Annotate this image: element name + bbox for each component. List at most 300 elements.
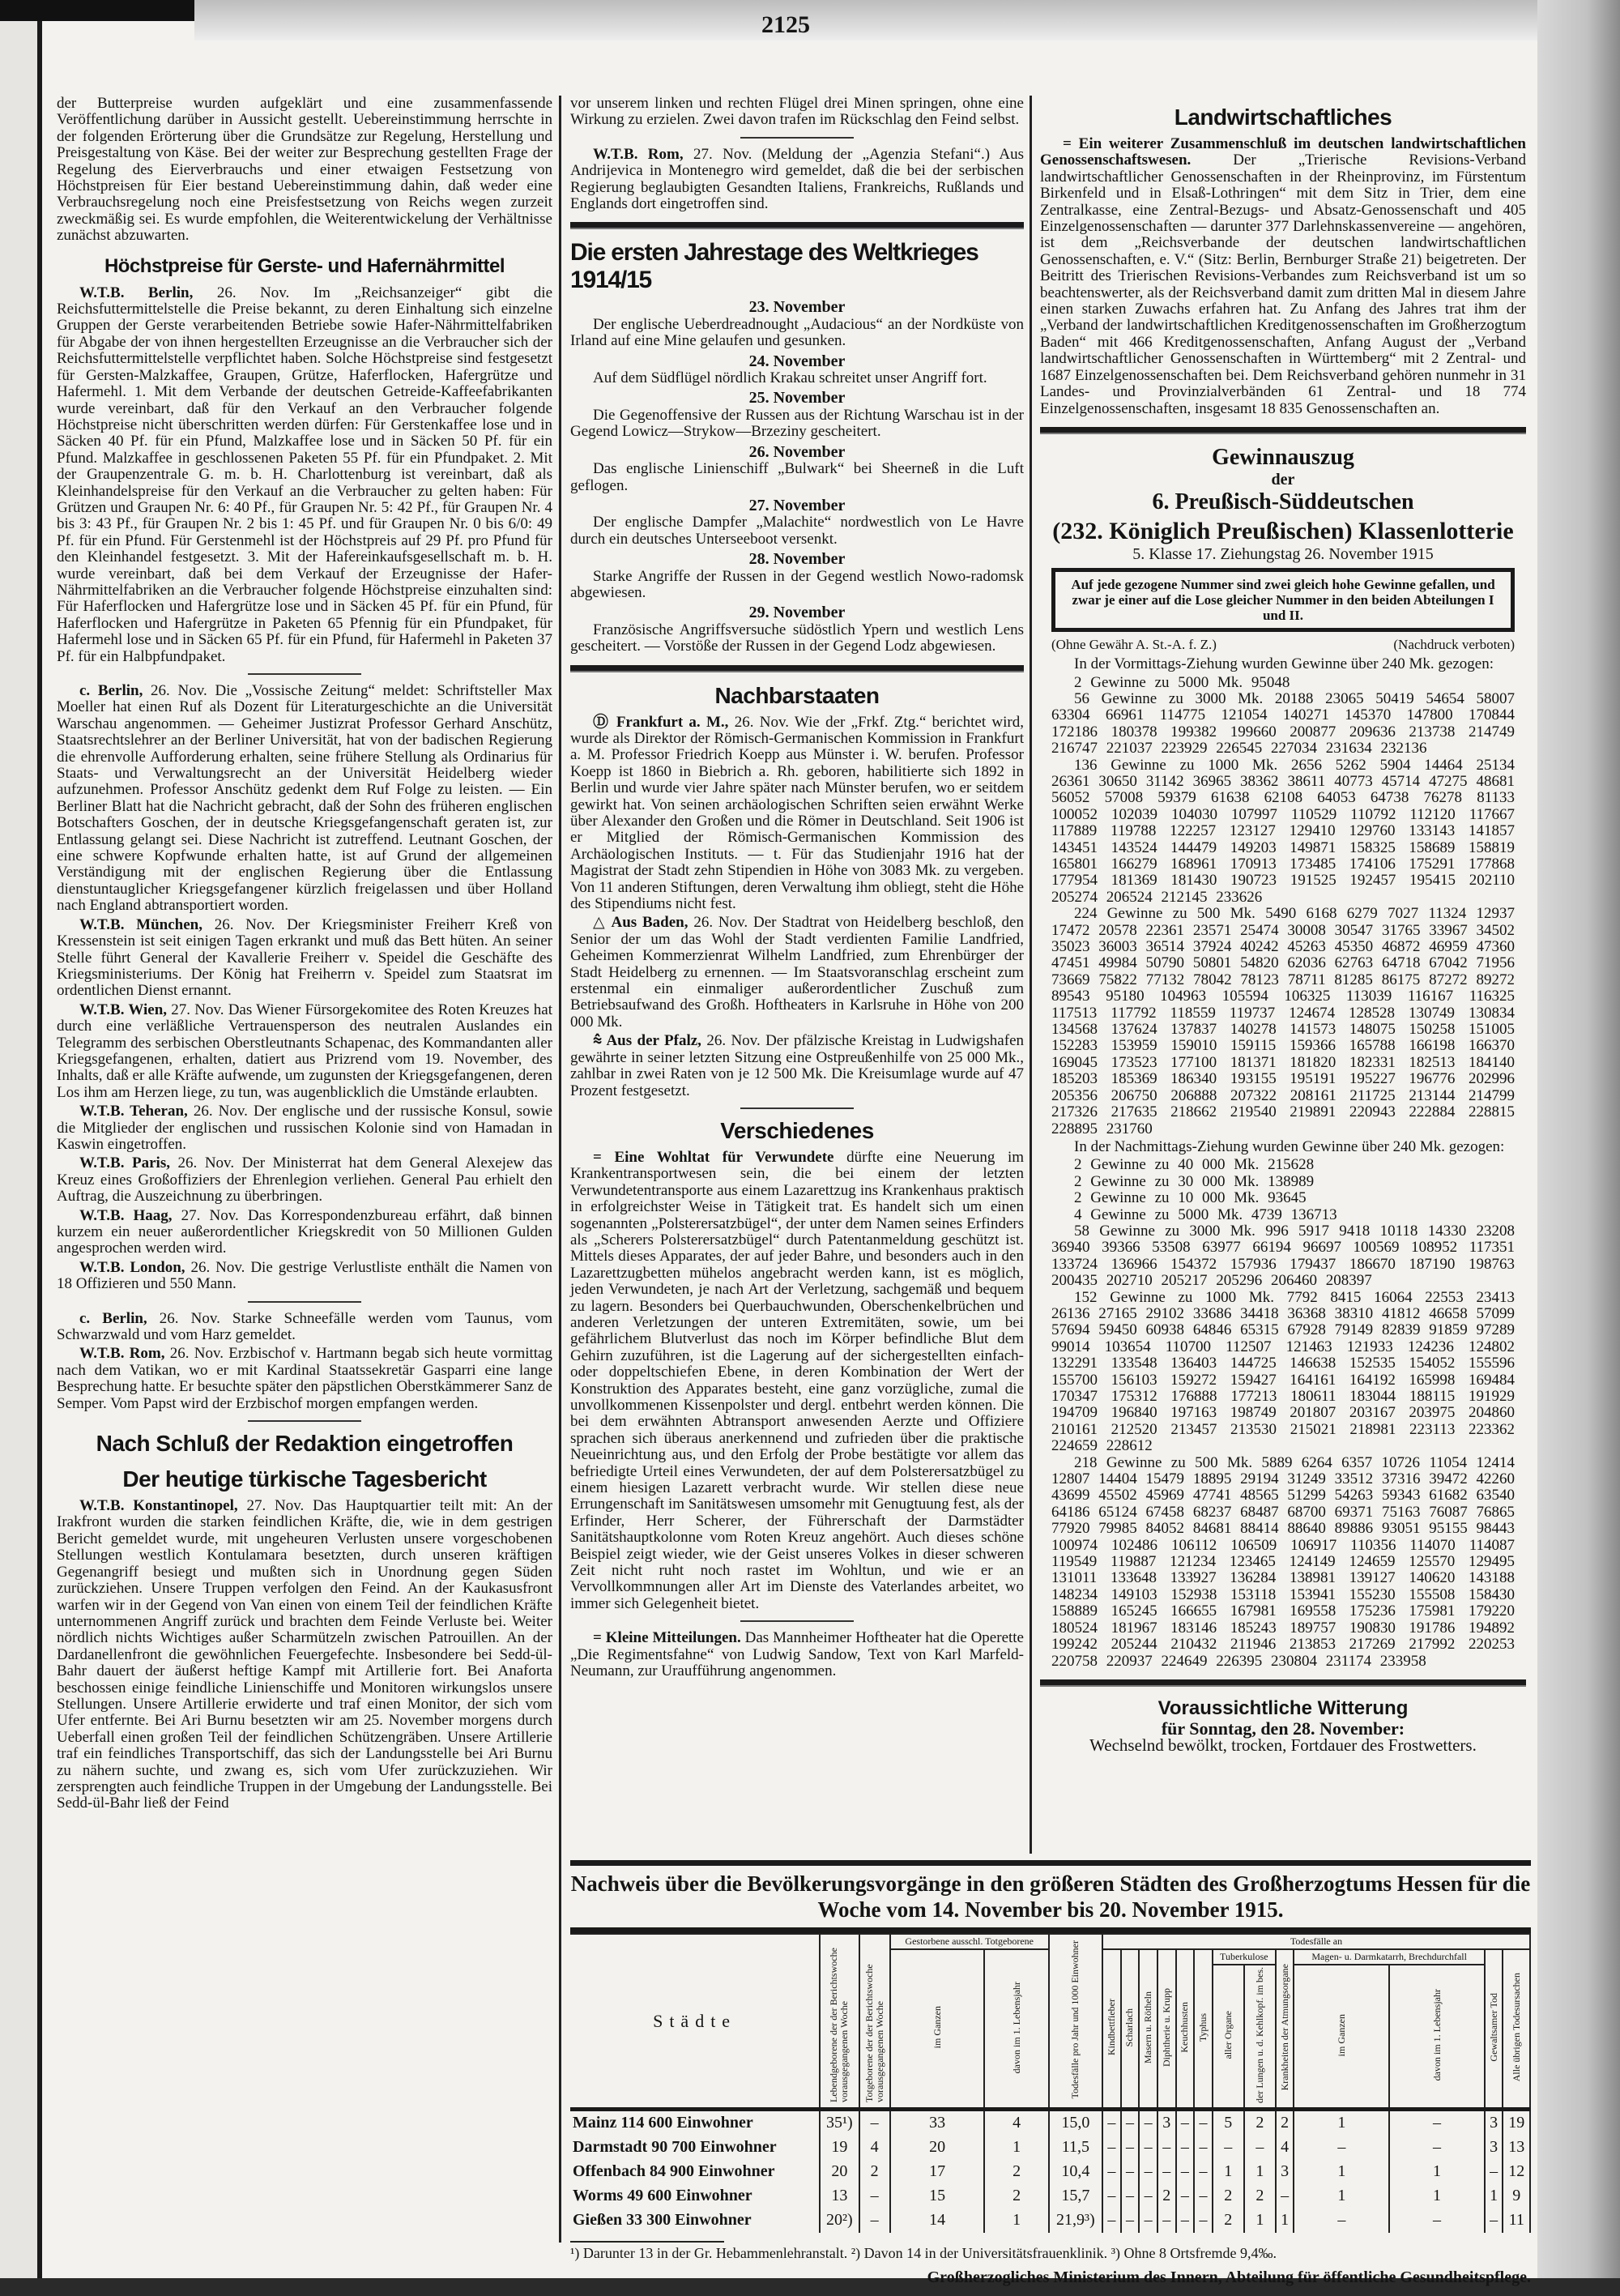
article-paragraph <box>570 622 1024 655</box>
adjacent-page-edge <box>0 21 42 2296</box>
group-header <box>890 1934 1049 1949</box>
article-text: 27. Nov. Das Korrespondenzbureau erfährt, daß binnen kurzem ein neuer außerordentlicher Kriegskredit von 50 Millionen Gulden angesprochen werden wird. <box>57 1206 552 1257</box>
table-cell: 3 <box>1485 2109 1503 2136</box>
table-cell: 13 <box>820 2184 859 2209</box>
section-rule <box>740 137 854 139</box>
prize-label: 2 Gewinne zu 30 000 Mk. <box>1074 1172 1260 1190</box>
article-text: 26. Nov. Erzbischof v. Hartmann begab sich heute vormittag nach dem Vatikan, wo er mit Kardinal Staatssekretär Gasparri eine lange Besprechung hatte. Er besuchte später den päpstlichen Oberstkämmerer Sanz de Semper. Vom Papst wird der Erzbischof morgen empfangen werden. <box>57 1345 552 1412</box>
table-row <box>570 2136 1530 2160</box>
column-header <box>1121 1949 1140 2109</box>
header-text: Diphtherie u. Krupp <box>1160 1987 1172 2067</box>
article-dateline: = Ein weiterer Zusammenschluß im deutschen landwirtschaftlichen Genossenschaftswesen. <box>1040 135 1526 169</box>
table-cell: 15,7 <box>1049 2184 1102 2209</box>
article-text: 26. Nov. Die „Vossische Zeitung“ meldet: Schriftsteller Max Moeller hat einen Ruf als Dozent für Literaturgeschichte an die Universität Warschau angenommen. — Geheimer Justizrat Professor Gerhard Anschütz, Staatsrechtslehrer an der Berliner Universität, hat von der badischen Regierung die ehrenvolle Aufforderung erhalten, seine frühere Stellung als Ordinarius für Staats- und Verwaltungsrecht an der Universität Heidelberg wieder aufzunehmen. Professor Anschütz gedenkt dem Ruf Folge zu leisten. — Ein Berliner Blatt hat die Nachricht gebracht, daß der Sohn des früheren englischen Botschafters Goschen, der in deutsche Kriegsgefangenschaft geraten ist, zur Entlassung gelangt sei. Diese Nachricht ist zutreffend. Leutnant Goschen, der eine schwere Kopfwunde erhalten hatte, ist auf Grund der allgemeinen Verständigung mit der englischen Regierung über die Entlassung dienstuntauglicher Kriegsgefangener kürzlich freigelassen und über Holland nach England abtransportiert worden. <box>57 682 552 915</box>
table-cell: 2 <box>984 2160 1048 2184</box>
article-dateline: W.T.B. London, <box>79 1258 185 1276</box>
table-cell: 19 <box>1503 2109 1530 2136</box>
date-heading: 23. November <box>748 298 846 317</box>
section-heading: Nachbarstaaten <box>714 682 880 708</box>
article-paragraph <box>570 715 1024 913</box>
column-header <box>1157 1949 1176 2109</box>
section-rule <box>1040 427 1526 434</box>
table-cell: 35¹) <box>820 2109 859 2136</box>
table-cell: 13 <box>1503 2136 1530 2160</box>
section-heading: Verschiedenes <box>720 1117 874 1143</box>
article-paragraph <box>57 96 552 245</box>
article-paragraph <box>570 317 1024 350</box>
article-dateline: = Eine Wohltat für Verwundete <box>593 1148 834 1166</box>
table-cell: 1 <box>1294 2160 1389 2184</box>
table-cell: – <box>1157 2136 1176 2160</box>
table-cell: 11 <box>1503 2209 1530 2233</box>
article-paragraph <box>57 1498 552 1812</box>
table-cell: 15,0 <box>1049 2109 1102 2136</box>
table-cell: – <box>1102 2109 1121 2136</box>
header-text: Scharlach <box>1123 2008 1136 2047</box>
column-header <box>1102 1949 1121 2109</box>
population-statistics <box>570 1860 1531 2287</box>
winning-numbers: 2656 5262 5904 14464 25134 26361 30650 31142 36965 38362 38611 40773 45714 47275 48681 56052 57008 59379 61638 62108 64053 64738 76278 81133 100052 102039 104030 107997 110529 110792 112120 117667 117889 119788 122257 123127 129410 129760 133143 141857 143451 143524 144479 149203 149871 158325 158689 158819 165801 166279 168961 170913 173485 174106 175291 177868 177954 181369 181430 190723 191525 192457 195415 202110 205274 206524 212145 233626 <box>1051 756 1516 906</box>
header-text: Kindbettfieber <box>1105 1999 1117 2056</box>
lottery-prize-group <box>1051 1157 1515 1173</box>
lottery-prize-group <box>1051 1290 1515 1455</box>
header-text: Totgeborene der der Berichtswoche vorausgegangenen Woche <box>863 1964 885 2103</box>
article-dateline: W.T.B. Wien, <box>79 1001 168 1018</box>
weather-text: Wechselnd bewölkt, trocken, Fortdauer des Frostwetters. <box>1089 1735 1477 1756</box>
table-cell: – <box>1294 2136 1389 2160</box>
table-cell: – <box>1139 2160 1157 2184</box>
header-text: davon im 1. Lebensjahr <box>1430 1989 1443 2081</box>
table-cell: 3 <box>1276 2160 1294 2184</box>
header-text: Alle übrigen Todesursachen <box>1510 1973 1522 2082</box>
prize-label: 152 Gewinne zu 1000 Mk. <box>1074 1288 1274 1306</box>
article-dateline: W.T.B. Haag, <box>79 1206 173 1224</box>
column-header <box>1139 1949 1157 2109</box>
article-paragraph <box>57 1346 552 1412</box>
table-row <box>570 2160 1530 2184</box>
header-text: Krankheiten der Atmungsorgane <box>1278 1964 1290 2091</box>
winning-numbers: 7792 8415 16064 22553 23413 26136 27165 29102 33686 34418 36368 38310 41812 46658 57099 57694 59450 60938 64846 65315 67928 79149 82839 91859 97289 99014 103654 110700 112507 121463 121933 124236 124802 132291 133548 136403 144725 146638 152535 154052 155596 155700 156103 159272 159427 164161 164192 165998 169484 170347 175312 176888 177213 180611 183044 188115 191929 194709 196840 197163 198749 201807 203167 203975 204860 210161 212520 213457 213530 215021 218981 223113 223362 224659 228612 <box>1051 1288 1515 1455</box>
table-cell: – <box>1102 2136 1121 2160</box>
table-cell: – <box>859 2209 890 2233</box>
article-paragraph <box>570 1033 1024 1099</box>
header-text: Keuchhusten <box>1179 2002 1191 2053</box>
article-dateline: ⩯ Aus der Pfalz, <box>593 1032 701 1050</box>
table-cell: – <box>1194 2109 1213 2136</box>
article-text: 27. Nov. Das Wiener Fürsorgekomitee des Roten Kreuzes hat durch eine verläßliche Vertrauensperson des neutralen Auslandes ein Telegramm des serbischen Oberstleutnants Schapenac, des Kommandanten aller Kriegsgefangenen, erhalten, datiert aus Prizrend vom 19. November, des Inhalts, daß er alle Kräfte aufwende, um zugunsten der Kriegsgefangenen, deren Los ihm am Herzen liege, zu tun, was augenblicklich die Umstände erlaubten. <box>57 1001 552 1101</box>
table-cell: – <box>1389 2136 1485 2160</box>
city-name: Darmstadt 90 700 Einwohner <box>570 2136 820 2160</box>
section-rule <box>248 673 361 675</box>
table-cell: 33 <box>890 2109 985 2136</box>
article-paragraph <box>57 285 552 665</box>
article-text: 26. Nov. Starke Schneefälle werden vom Taunus, vom Schwarzwald und vom Harz gemeldet. <box>57 1309 552 1344</box>
table-cell: 20 <box>820 2160 859 2184</box>
article-paragraph <box>570 408 1024 441</box>
section-rule <box>570 222 1024 229</box>
table-cell: 12 <box>1503 2160 1530 2184</box>
prize-label: 2 Gewinne zu 5000 Mk. <box>1074 673 1243 691</box>
lottery-notice-box: Auf jede gezogene Nummer sind zwei gleich hohe Gewinne gefallen, und zwar je einer auf die Lose gleicher Nummer in den beiden Abteilungen I und II. <box>1051 568 1515 632</box>
section-rule <box>1040 1679 1526 1687</box>
article-dateline: W.T.B. Rom, <box>79 1345 165 1363</box>
article-paragraph <box>570 96 1024 129</box>
header-text: aller Organe <box>1221 2011 1234 2059</box>
header-text: im Ganzen <box>931 2006 943 2049</box>
article-text: 26. Nov. Wie der „Frkf. Ztg.“ berichtet wird, wurde als Direktor der Römisch-Germanischen Kommission in Frankfurt a. M. Professor Friedrich Koepp aus Münster i. W. berufen. Professor Koepp ist 1860 in Biebrich a. Rh. geboren, habilitierte sich 1892 in Berlin und wurde vier Jahre später nach Münster berufen, wo er seitdem gewirkt hat. Von seinen archäologischen Schriften seien erwähnt Werke über Alexander den Großen und die Römer in Deutschland. Seit 1906 ist er Mitglied der Römisch-Germanischen Kommission des Archäologischen Instituts. — t. Für das Studienjahr 1916 hat der Magistrat der Stadt zehn Stipendien in Höhe von 3083 Mk. zu vergeben. Von 11 anderen Stiftungen, deren Verwaltung ihm obliegt, steht die Höhe des Stipendiums nicht fest. <box>570 713 1024 913</box>
table-cell: – <box>1485 2160 1503 2184</box>
table-cell: 2 <box>1213 2209 1244 2233</box>
article-paragraph <box>57 1260 552 1293</box>
table-cell: 19 <box>820 2136 859 2160</box>
column-header <box>1503 1949 1530 2109</box>
scan-background <box>194 0 1620 41</box>
prize-label: 224 Gewinne zu 500 Mk. <box>1074 905 1256 923</box>
header-text: Masern u. Rötheln <box>1142 1991 1154 2063</box>
weather-date: für Sonntag, den 28. November: <box>1161 1718 1405 1739</box>
article-text: Das Mannheimer Hoftheater hat die Operette „Die Regimentsfahne“ von Ludwig Sandow, Text von Karl Marfeld-Neumann, zur Uraufführung angenommen. <box>570 1629 1024 1680</box>
article-text: 26. Nov. Der pfälzische Kreistag in Ludwigshafen gewährte in seiner letzten Sitzung eine Ostpreußenhilfe von 25 000 Mk., zahlbar in zwei Raten von je 12 500 Mk. Die Kreisumlage wurde auf 47 Prozent festgesetzt. <box>570 1032 1025 1099</box>
table-cell: 1 <box>1276 2209 1294 2233</box>
table-cell: 2 <box>984 2184 1048 2209</box>
header-text: Magen- u. Darmkatarrh, Brechdurchfall <box>1311 1951 1467 1962</box>
table-cell: 9 <box>1503 2184 1530 2209</box>
table-cell: 1 <box>1389 2160 1485 2184</box>
lottery-draw-date: 5. Klasse 17. Ziehungstag 26. November 1915 <box>1132 545 1434 564</box>
table-cell: 1 <box>1389 2184 1485 2209</box>
prize-label: 58 Gewinne zu 3000 Mk. <box>1074 1222 1256 1240</box>
lottery-section <box>1040 444 1526 1670</box>
date-heading: 26. November <box>748 442 846 461</box>
column-header <box>1485 1949 1503 2109</box>
winning-numbers: 20188 23065 50419 54654 58007 63304 66961 114775 121054 140271 145370 147800 170844 172186 180378 199382 199660 200877 209636 213738 214749 216747 221037 223929 226545 227034 231634 232136 <box>1051 689 1516 758</box>
column-divider <box>559 96 561 2243</box>
winning-numbers: 138989 <box>1268 1172 1315 1190</box>
date-heading: 27. November <box>748 496 846 514</box>
article-paragraph <box>57 1155 552 1205</box>
column-header <box>1049 1934 1102 2109</box>
table-cell: 1 <box>984 2209 1048 2233</box>
article-paragraph <box>570 915 1024 1031</box>
group-header <box>1294 1949 1484 1965</box>
table-cell: 15 <box>890 2184 985 2209</box>
table-cell: – <box>1244 2136 1276 2160</box>
article-paragraph <box>570 1630 1024 1679</box>
table-cell: – <box>859 2109 890 2136</box>
table-cell: – <box>1176 2209 1195 2233</box>
table-cell: 2 <box>1157 2184 1176 2209</box>
article-dateline: W.T.B. Berlin, <box>79 284 194 301</box>
table-cell: 1 <box>1244 2160 1276 2184</box>
article-text: 26. Nov. Der englische und der russische Konsul, sowie die Mitglieder der englischen und russischen Kolonie sind von Hamadan in Kaswin eingetroffen. <box>57 1103 553 1153</box>
header-text: Typhus <box>1196 2012 1209 2042</box>
article-text: vor unserem linken und rechten Flügel drei Minen springen, ohne eine Wirkung zu erzielen. Zwei davon trafen im Rückschlag den Feind selbst. <box>570 95 1024 129</box>
table-cell: – <box>1389 2209 1485 2233</box>
lottery-title: Gewinnauszug <box>1212 444 1354 470</box>
statistics-title: Nachweis über die Bevölkerungsvorgänge in den größeren Städten des Großherzogtums Hessen für die Woche vom 14. November bis 20. November 1915. <box>570 1860 1531 1933</box>
table-cell: – <box>1176 2109 1195 2136</box>
lottery-prize-group <box>1051 906 1515 1137</box>
table-cell: – <box>1176 2184 1195 2209</box>
winning-numbers: 4739 136713 <box>1251 1206 1337 1223</box>
table-row <box>570 2184 1530 2209</box>
lottery-prize-group <box>1051 1223 1515 1290</box>
table-cell: 21,9³) <box>1049 2209 1102 2233</box>
column-header <box>1194 1949 1213 2109</box>
lottery-subname: (232. Königlich Preußischen) Klassenlotterie <box>1052 518 1514 545</box>
header-text: Lebendgeborene der der Berichtswoche vorausgegangenen Woche <box>828 1948 850 2103</box>
statistics-signature: Großherzogliches Ministerium des Innern, Abteilung für öffentliche Gesundheitspflege. <box>927 2268 1531 2286</box>
table-cell: 4 <box>984 2109 1048 2136</box>
column-header <box>984 1949 1048 2109</box>
article-paragraph <box>57 1103 552 1153</box>
weather-title: Voraussichtliche Witterung <box>1157 1696 1409 1719</box>
article-paragraph <box>570 569 1024 602</box>
winning-numbers: 5490 6168 6279 7027 11324 12937 17472 20578 22361 23571 25474 30008 30547 31765 33967 34502 35023 36003 36514 37924 40242 45263 45350 46872 46959 47360 47451 49984 50790 50801 54820 62036 62763 64718 67042 71956 73669 75822 77132 78042 78123 78711 81285 86175 87272 89272 89543 95180 104963 105594 106325 113039 116167 116325 117513 117792 118559 119737 124674 128528 130749 130834 134568 137624 137837 140278 141573 148075 150258 151005 152283 153959 159010 159115 159366 165788 166198 166370 169045 173523 177100 181371 181820 182331 182513 184140 185203 185369 186340 193155 195191 195227 196776 202996 205356 206750 206888 207322 208161 211725 213144 214799 217326 217635 218662 219540 219891 220943 222884 228815 228895 231760 <box>1051 905 1516 1137</box>
article-dateline: c. Berlin, <box>79 682 143 699</box>
column-right <box>1040 96 1526 1754</box>
scan-edge-top <box>0 0 194 21</box>
city-name: Mainz 114 600 Einwohner <box>570 2109 820 2136</box>
section-heading: Die ersten Jahrestage des Weltkrieges 1914/15 <box>570 239 978 294</box>
table-cell: 20 <box>890 2136 985 2160</box>
column-header <box>1294 1965 1389 2109</box>
article-text: 26. Nov. Der Kriegsminister Freiherr Kreß von Kressenstein ist seit einigen Tagen erkrankt und muß das Bett hüten. An seiner Stelle führt General der Kavallerie Freiherr v. Speidel die Geschäfte des Kriegsministeriums. Der König hat Freiherrn v. Speidel zum Staatsrat im ordentlichen Dienst ernannt. <box>57 915 552 1000</box>
article-paragraph <box>570 147 1024 213</box>
winning-numbers: 95048 <box>1251 673 1290 691</box>
table-cell: – <box>1121 2209 1140 2233</box>
table-cell: 4 <box>859 2136 890 2160</box>
city-name: Gießen 33 300 Einwohner <box>570 2209 820 2233</box>
column-middle <box>570 96 1024 1683</box>
table-cell: – <box>1102 2160 1121 2184</box>
winning-numbers: 996 5917 9418 10118 14330 23208 36940 39366 53508 63977 66194 96697 100569 108952 117351 133724 136966 154372 157936 179437 186670 187190 198763 200435 202710 205217 205296 206460 208397 <box>1051 1222 1516 1290</box>
statistics-footnotes: ¹) Darunter 13 in der Gr. Hebammenlehranstalt. ²) Davon 14 in der Universitätsfrauenklinik. ³) Ohne 8 Ortsfremde 9,4‰. <box>570 2244 1277 2261</box>
article-text: Französische Angriffsversuche südöstlich Ypern und westlich Lens gescheitert. — Vorstöße der Russen in der Gegend Lodz abgewiesen. <box>570 621 1024 655</box>
lottery-prize-group <box>1051 1455 1515 1670</box>
prize-label: 136 Gewinne zu 1000 Mk. <box>1074 756 1278 774</box>
table-cell: 1 <box>984 2136 1048 2160</box>
section-rule <box>248 1301 361 1303</box>
table-cell: – <box>1194 2160 1213 2184</box>
section-heading: Landwirtschaftliches <box>1174 105 1392 130</box>
table-cell: – <box>1102 2184 1121 2209</box>
article-dateline: W.T.B. Paris, <box>79 1154 170 1172</box>
date-heading: 28. November <box>748 550 846 569</box>
section-rule <box>740 1620 854 1622</box>
table-cell: 2 <box>1244 2109 1276 2136</box>
column-divider <box>1030 96 1032 1854</box>
column-left <box>57 96 552 1815</box>
header-text: Städte <box>653 2010 737 2031</box>
section-rule <box>740 1107 854 1109</box>
article-paragraph <box>57 1208 552 1257</box>
column-header <box>1389 1965 1485 2109</box>
article-dateline: W.T.B. Teheran, <box>79 1103 188 1120</box>
header-text: im Ganzen <box>1335 2013 1347 2057</box>
section-heading: Der heutige türkische Tagesbericht <box>122 1466 487 1492</box>
article-dateline: W.T.B. München, <box>79 915 202 933</box>
scan-margin-right <box>1537 0 1620 2296</box>
article-dateline: Ⓓ Frankfurt a. M., <box>593 713 729 731</box>
date-heading: 24. November <box>748 352 846 370</box>
table-cell: – <box>1139 2184 1157 2209</box>
table-cell: 1 <box>1294 2184 1389 2209</box>
date-heading: 29. November <box>748 604 846 622</box>
table-cell: – <box>859 2184 890 2209</box>
table-cell: 4 <box>1276 2136 1294 2160</box>
table-cell: 2 <box>1213 2184 1244 2209</box>
table-cell: – <box>1157 2209 1176 2233</box>
article-text: 26. Nov. Die gestrige Verlustliste enthält die Namen von 18 Offizieren und 550 Mann. <box>57 1258 552 1293</box>
table-cell: 1 <box>1294 2109 1389 2136</box>
column-header <box>1244 1965 1276 2109</box>
lottery-disclaimer: (Ohne Gewähr A. St.-A. f. Z.) <box>1051 636 1217 652</box>
lottery-prize-group <box>1051 1207 1515 1223</box>
article-dateline: W.T.B. Rom, <box>593 145 684 163</box>
lottery-name: 6. Preußisch-Süddeutschen <box>1152 489 1414 515</box>
prize-label: 4 Gewinne zu 5000 Mk. <box>1074 1206 1243 1223</box>
table-cell: 17 <box>890 2160 985 2184</box>
article-paragraph <box>570 370 1024 386</box>
table-cell: 5 <box>1213 2109 1244 2136</box>
city-name: Worms 49 600 Einwohner <box>570 2184 820 2209</box>
article-text: Der englische Dampfer „Malachite“ nordwestlich von Le Havre durch ein deutsches Unterseeboot versenkt. <box>570 514 1024 548</box>
weather-forecast <box>1040 1696 1526 1754</box>
prize-label: 56 Gewinne zu 3000 Mk. <box>1074 689 1264 707</box>
table-cell: 11,5 <box>1049 2136 1102 2160</box>
table-row <box>570 2209 1530 2233</box>
table-cell: – <box>1121 2184 1140 2209</box>
table-cell: – <box>1121 2109 1140 2136</box>
table-cell: – <box>1139 2209 1157 2233</box>
lottery-der: der <box>1271 470 1295 489</box>
table-cell: 2 <box>1276 2109 1294 2136</box>
table-cell: 1 <box>1213 2160 1244 2184</box>
table-cell: – <box>1176 2160 1195 2184</box>
table-cell: 2 <box>1244 2184 1276 2209</box>
table-cell: – <box>1176 2136 1195 2160</box>
table-cell: 1 <box>1485 2184 1503 2209</box>
article-text: 27. Nov. (Meldung der „Agenzia Stefani“.) Aus Andrijevica in Montenegro wird gemeldet, daß die bei der serbischen Regierung beglaubigten Gesandten Italiens, Frankreichs, Rußlands und Englands dort eingetroffen sind. <box>570 145 1024 213</box>
article-text: 27. Nov. Das Hauptquartier teilt mit: An der Irakfront wurden die starken feindlichen Kräfte, die, wie in dem gestrigen Bericht gemeldet wurde, mit ungeheuren Verlusten unsere vorgeschobenen Stellungen westlich Kontulamara besetzten, durch unseren kräftigen Gegenangriff besiegt und mußten sich in Unordnung gegen Süden zurückziehen. Unsere Truppen verfolgen den Feind. An der Kaukasusfront warfen wir in der Gegend von Van einen von einem Teil der feindlichen Kräfte unternommenen Angriff zurück und brachten dem Feinde Verluste bei. Weiter nördlich nichts Wichtiges außer Scharmützeln zwischen Patrouillen. An der Dardanellenfront die gewöhnlichen Feuergefechte. Insbesondere bei Sedd-ül-Bahr dauert der äußerst heftige Kampf mit Artillerie fort. Bei Anaforta beschossen einige feindliche Linienschiffe und Monitoren wirkungslos unsere Stellungen. Unsere Artillerie erwiderte und traf einen Monitor, der sich vom Ufer entfernte. Bei Ari Burnu besetzten wir am 25. November morgens durch Ueberfall einen großen Teil der feindlichen Schützengräben. Unsere Artillerie traf ein feindliches Transportschiff, das sich der Landungsstelle bei Ari Burnu zu nähern suchte, und zwang es, sich vom Ufer zurückzuziehen. Wir zersprengten auch feindliche Truppen in der Umgebung der Landungsstelle. Bei Sedd-ül-Bahr ließ der Feind <box>57 1497 552 1812</box>
lottery-session-intro: In der Nachmittags-Ziehung wurden Gewinne über 240 Mk. gezogen: <box>1074 1137 1505 1155</box>
date-heading: 25. November <box>748 389 846 408</box>
group-header <box>1213 1949 1276 1965</box>
winning-numbers: 215628 <box>1268 1156 1315 1174</box>
header-text: Gestorbene ausschl. Totgeborene <box>905 1935 1034 1947</box>
article-text: Auf dem Südflügel nördlich Krakau schreitet unser Angriff fort. <box>593 369 987 387</box>
table-cell: 3 <box>1485 2136 1503 2160</box>
column-header <box>1213 1965 1244 2109</box>
table-cell: – <box>1139 2136 1157 2160</box>
column-header <box>1276 1949 1294 2109</box>
table-cell: – <box>1276 2184 1294 2209</box>
article-paragraph <box>570 514 1024 548</box>
article-paragraph <box>57 917 552 1000</box>
article-paragraph <box>570 1150 1024 1612</box>
header-text: Todesfälle an <box>1290 1935 1343 1947</box>
header-text: Tuberkulose <box>1220 1951 1268 1962</box>
group-header <box>1102 1934 1530 1949</box>
table-cell: – <box>1121 2136 1140 2160</box>
agriculture-section <box>1040 104 1526 434</box>
table-cell: – <box>1485 2209 1503 2233</box>
table-cell: 2 <box>859 2160 890 2184</box>
lottery-prize-group <box>1051 691 1515 758</box>
table-cell: – <box>1389 2109 1485 2136</box>
article-paragraph <box>57 1002 552 1101</box>
table-cell: – <box>1213 2136 1244 2160</box>
column-header <box>1176 1949 1195 2109</box>
city-name: Offenbach 84 900 Einwohner <box>570 2160 820 2184</box>
article-paragraph <box>570 461 1024 494</box>
article-text: Der „Trierische Revisions-Verband landwirtschaftlicher Genossenschaften in der Rheinprovinz, im Fürstentum Birkenfeld und in Elsaß-Lothringen“ mit dem Sitz in Trier, dem eine Zentralkasse, eine Zentral-Bezugs- und Absatz-Genossenschaft und 405 Einzelgenossenschaften — darunter 377 Darlehnskassenvereine — angehören, ist dem „Reichsverbande der deutschen landwirtschaftlichen Genossenschaften, e. V.“ (Sitz: Berlin, Bernburger Straße 21) beigetreten. Der Beitritt des Trierischen Revisions-Verbandes zum Reichsverband ist um so beachtenswerter, als der Reichsverband damit zum dritten Mal in diesem Jahre einen starken Zuwachs erfahren hat. Zu Anfang des Jahres trat ihm der „Verband der landwirtschaftlichen Kreditgenossenschaften im Großherzogtum Baden“ mit 466 Kreditgenossenschaften, Anfang August der „Verband landwirtschaftlicher Genossenschaften in Württemberg“ mit 2 Zentral- und 1687 Einzelgenossenschaften bei. Dem Reichsverband gehören nunmehr in 31 Landes- und Provinzialverbänden 61 Zentral- und 18 774 Einzelgenossenschaften, insgesamt 18 835 Genossenschaften an. <box>1040 152 1526 417</box>
table-cell: – <box>1157 2160 1176 2184</box>
section-rule <box>248 1420 361 1422</box>
prize-label: 2 Gewinne zu 40 000 Mk. <box>1074 1156 1260 1174</box>
table-cell: 20²) <box>820 2209 859 2233</box>
page-number: 2125 <box>761 11 810 38</box>
article-dateline: = Kleine Mitteilungen. <box>593 1629 741 1647</box>
column-header <box>820 1934 859 2109</box>
table-cell: 3 <box>1157 2109 1176 2136</box>
article-text: dürfte eine Neuerung im Krankentransportwesen sein, die bei einem der letzten Verwundetentransporte aus einem Lazarettzug ins Krankenhaus praktisch in erfolgreichster Weise in Tätigkeit trat. Es handelt sich um einen sogenannten „Polsterersatzbügel“, der unter dem Namen seines Erfinders als „Scherers Polsterersatzbügel“ durch Patentanmeldung geschützt ist. Mittels dieses Apparates, der auf jeder Bahre, und besonders auch in den Lazarettzugbetten mühelos angebracht werden kann, ist es möglich, jeden Verwundeten, je nach Art der Verletzung, sachgemäß und bequem zu lagern. Besonders bei Querbauchwunden, Oberschenkelbrüchen und anderen Verletzungen der unteren Extremitäten, sowie, um bei gefährlichem Blutverlust das noch im Körper befindliche Blut dem Gehirn zuzuführen, ist die Lagerung auf der sichergestellten einfach- oder doppeltschiefen Ebene, in deren Kombination der Wert der Konstruktion des Apparates besteht, eine ganz vorzügliche, zumal die unvollkommenen Kissenpolster und dergl. entbehrt werden können. Die bei dem erwähnten Abtransport anwesenden Aerzte und Offiziere sprachen sich überaus anerkennend und zufrieden über die praktische Neueinrichtung aus, und den Erfolg der Probe bestätigte vor allem das befriedigte Urteil eines Verwundeten, der auf dem Polsterersatzbügel zu einem hiesigen Lazarett verbracht wurde. Wir stellen diese neue Errungenschaft im Sanitätswesen umsomehr mit Genugtuung fest, als der Erfinder, Herr Scherer, der Führerschaft der Darmstädter Sanitätshauptkolonne vom Roten Kreuz angehört. Auch dieses schöne Beispiel zeigt wieder, wie der Geist unseres Volkes in dieser schweren Zeit nicht ruht noch rastet im Wohltun, und wie er an Vervollkommnungen aller Art im Dienste des Vaterlandes arbeitet, wo immer sich Gelegenheit bietet. <box>570 1148 1025 1612</box>
column-header <box>859 1934 890 2109</box>
article-dateline: △ Aus Baden, <box>593 914 688 932</box>
table-cell: – <box>1294 2209 1389 2233</box>
lottery-prize-group <box>1051 758 1515 907</box>
table-cell: – <box>1194 2184 1213 2209</box>
section-heading: Höchstpreise für Gerste- und Hafernährmittel <box>104 254 505 277</box>
prize-label: 2 Gewinne zu 10 000 Mk. <box>1074 1189 1260 1207</box>
city-column-header <box>570 1934 820 2109</box>
statistics-table <box>570 1933 1531 2233</box>
lottery-prize-group <box>1051 675 1515 691</box>
article-paragraph <box>1040 136 1526 417</box>
header-text: davon im 1. Lebensjahr <box>1010 1981 1022 2074</box>
header-text: der Lungen u. d. Kehlkopf. im bes. <box>1253 1967 1265 2103</box>
column-header <box>890 1949 985 2109</box>
table-cell: – <box>1121 2160 1140 2184</box>
table-cell: – <box>1139 2109 1157 2136</box>
article-dateline: W.T.B. Konstantinopel, <box>79 1497 238 1515</box>
table-cell: 10,4 <box>1049 2160 1102 2184</box>
winning-numbers: 93645 <box>1268 1189 1307 1207</box>
header-text: Gewaltsamer Tod <box>1487 1993 1499 2062</box>
lottery-session-intro: In der Vormittags-Ziehung wurden Gewinne über 240 Mk. gezogen: <box>1074 655 1494 673</box>
lottery-reprint-note: (Nachdruck verboten) <box>1393 636 1515 652</box>
article-text: Starke Angriffe der Russen in der Gegend westlich Nowo-radomsk abgewiesen. <box>570 567 1024 601</box>
article-text: 26. Nov. Der Stadtrat von Heidelberg beschloß, den Senior der um das Wohl der Stadt verdienten Familie Landfried, Geheimen Kommerzienrat Wilhelm Landfried, zum Ehrenbürger der Stadt Heidelberg zu ernennen. — Im Staatsvoranschlag erscheint zum erstenmal ein einmaliger außerordentlicher Zuschuß zum Betriebsaufwand des Großh. Hoftheaters in Karlsruhe in Höhe von 200 000 Mk. <box>570 914 1024 1031</box>
lottery-results <box>1040 656 1526 1670</box>
table-cell: – <box>1102 2209 1121 2233</box>
prize-label: 218 Gewinne zu 500 Mk. <box>1074 1453 1253 1471</box>
table-cell: 14 <box>890 2209 985 2233</box>
article-text: Die Gegenoffensive der Russen aus der Richtung Warschau ist in der Gegend Lowicz—Strykow—Brzeziny gescheitert. <box>570 406 1024 441</box>
article-text: der Butterpreise wurden aufgeklärt und eine zusammenfassende Veröffentlichung darüber in Aussicht gestellt. Uebereinstimmung herrschte in der folgenden Erörterung über die Grundsätze zur Regelung, Herstellung und Preisgestaltung von Käse. Bei der weiter zur Besprechung gestellten Frage der Regelung des Eierverbrauchs und einer etwaigen Festsetzung von Höchstpreisen für Eier bestand Uebereinstimmung dahin, daß weder eine Verbrauchsregelung noch eine Preisfestsetzung von Reichs wegen zurzeit zweckmäßig sei. Es wurde empfohlen, die Weiterentwickelung der Verhältnisse zunächst abzuwarten. <box>57 95 552 245</box>
winning-numbers: 5889 6264 6357 10726 11054 12414 12807 14404 15479 18895 29194 31249 33512 37316 39472 42260 43699 45502 45969 47741 48565 51299 54263 59343 61682 63540 64186 65124 67458 68237 68487 68700 69371 75163 76087 76865 77920 79985 84052 84681 88414 88640 89886 93051 95155 98443 100974 102486 106112 106509 106917 110356 114070 114087 119549 119887 121234 123465 124149 124659 125570 129495 131011 133648 133927 136284 138981 139127 140620 143188 148234 149103 152938 153118 153941 155230 155508 158430 158889 165245 166655 167981 169558 175236 175981 179220 180524 181967 183146 185243 189757 190830 191786 194892 199242 205244 210432 211946 213853 217269 217992 220253 220758 220937 224649 226395 230804 231174 233958 <box>1051 1453 1515 1670</box>
table-row <box>570 2109 1530 2136</box>
table-cell: 1 <box>1244 2209 1276 2233</box>
section-heading: Nach Schluß der Redaktion eingetroffen <box>96 1431 514 1457</box>
article-text: Das englische Linienschiff „Bulwark“ bei Sheerneß in die Luft geflogen. <box>570 460 1024 494</box>
table-cell: – <box>1194 2209 1213 2233</box>
table-cell: – <box>1194 2136 1213 2160</box>
lottery-prize-group <box>1051 1174 1515 1190</box>
article-text: 26. Nov. Der Ministerrat hat dem General Alexejew das Kreuz eines Großoffiziers der Ehrenlegion verliehen. General Pau erhielt den Auftrag, die Auszeichnung zu überbringen. <box>57 1154 553 1206</box>
article-dateline: c. Berlin, <box>79 1309 147 1327</box>
